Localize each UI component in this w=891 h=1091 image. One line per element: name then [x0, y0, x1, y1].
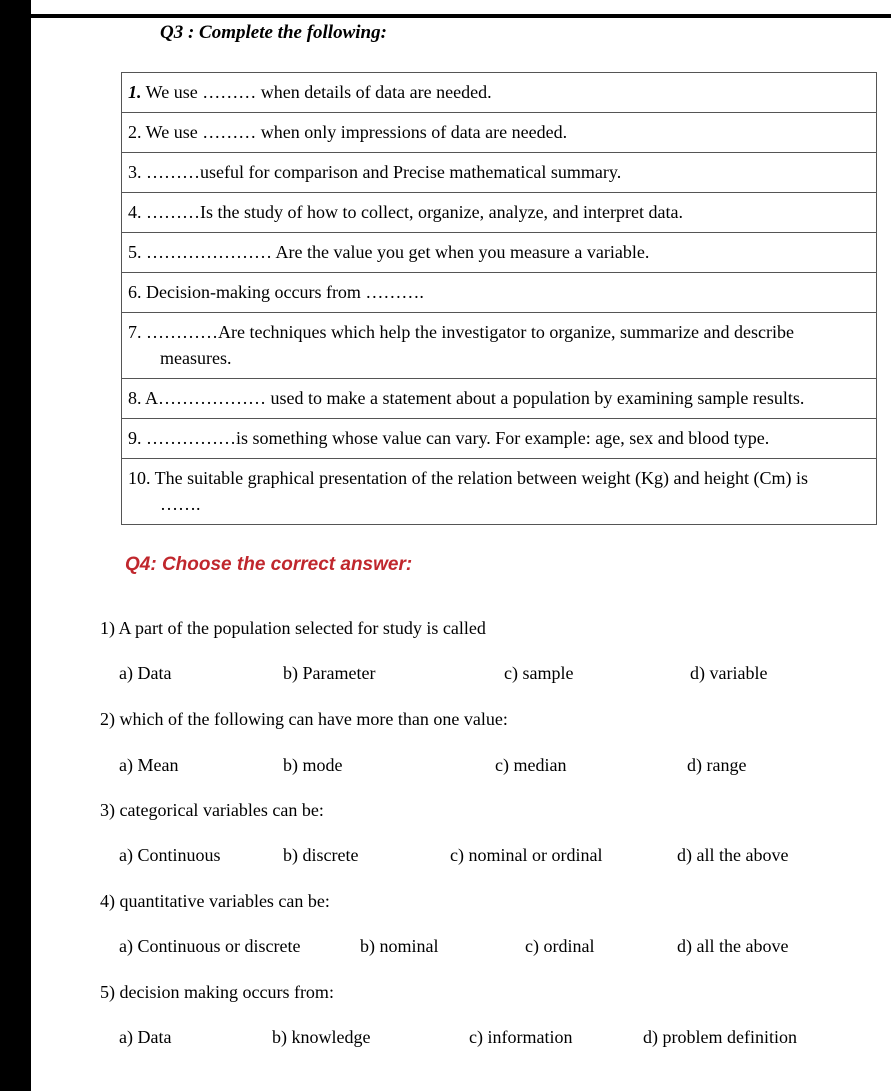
q3-row-number: 3.	[128, 162, 142, 182]
q4-title: Q4: Choose the correct answer:	[125, 554, 413, 575]
q3-row-8	[122, 379, 877, 419]
q4-question-1: 1) A part of the population selected for study is called	[100, 618, 486, 638]
q3-row-text: A……………… used to make a statement about a population by examining sample results.	[141, 388, 805, 408]
q4-question-4: 4) quantitative variables can be:	[100, 891, 330, 911]
q4-q2-option-c: c) median	[495, 755, 567, 775]
q3-row-continuation: measures.	[160, 348, 232, 368]
q4-q5-option-d: d) problem definition	[643, 1027, 797, 1047]
q4-q1-option-a: a) Data	[119, 663, 172, 683]
q4-q5-option-a: a) Data	[119, 1027, 172, 1047]
q4-q1-option-d: d) variable	[690, 663, 768, 683]
q3-row-text: ………………… Are the value you get when you measure a variable.	[141, 242, 650, 262]
q3-row-5	[122, 233, 877, 273]
q3-row-number: 9.	[128, 428, 142, 448]
q4-q3-option-a: a) Continuous	[119, 845, 221, 865]
left-margin-bar	[0, 0, 31, 1091]
q3-row-6	[122, 273, 877, 313]
q3-row-text: The suitable graphical presentation of the relation between weight (Kg) and height (Cm) is	[150, 468, 808, 488]
q3-row-9	[122, 419, 877, 459]
q3-row-number: 4.	[128, 202, 142, 222]
q3-row-text: …………Are techniques which help the investigator to organize, summarize and describe	[141, 322, 794, 342]
q3-row-number: 1.	[128, 82, 142, 102]
q3-row-text: Decision-making occurs from ……….	[141, 282, 424, 302]
q3-row-4	[122, 193, 877, 233]
q4-question-2: 2) which of the following can have more than one value:	[100, 709, 508, 729]
q3-row-text: We use ……… when only impressions of data are needed.	[141, 122, 568, 142]
q4-q5-option-b: b) knowledge	[272, 1027, 371, 1047]
q4-q2-option-a: a) Mean	[119, 755, 179, 775]
q4-question-3: 3) categorical variables can be:	[100, 800, 324, 820]
q3-row-7	[122, 313, 877, 379]
q3-row-text: ………useful for comparison and Precise mathematical summary.	[141, 162, 622, 182]
q4-q1-option-c: c) sample	[504, 663, 574, 683]
q3-row-2	[122, 113, 877, 153]
q4-q5-option-c: c) information	[469, 1027, 573, 1047]
q3-row-10	[122, 459, 877, 525]
q4-q4-option-b: b) nominal	[360, 936, 439, 956]
q4-q3-option-c: c) nominal or ordinal	[450, 845, 603, 865]
q4-q4-option-a: a) Continuous or discrete	[119, 936, 301, 956]
q3-row-number: 5.	[128, 242, 142, 262]
q3-row-text: ……………is something whose value can vary. For example: age, sex and blood type.	[141, 428, 770, 448]
q4-q2-option-b: b) mode	[283, 755, 343, 775]
q3-row-number: 2.	[128, 122, 142, 142]
q3-row-continuation: …….	[160, 494, 201, 514]
q3-table	[121, 72, 877, 525]
q4-q1-option-b: b) Parameter	[283, 663, 376, 683]
q3-row-number: 7.	[128, 322, 142, 342]
q3-row-number: 6.	[128, 282, 142, 302]
q4-q3-option-d: d) all the above	[677, 845, 789, 865]
q4-q2-option-d: d) range	[687, 755, 747, 775]
q4-q4-option-d: d) all the above	[677, 936, 789, 956]
top-rule	[31, 14, 891, 18]
q4-q3-option-b: b) discrete	[283, 845, 359, 865]
q3-row-number: 10.	[128, 468, 151, 488]
q3-row-text: ………Is the study of how to collect, organize, analyze, and interpret data.	[141, 202, 683, 222]
q3-row-number: 8.	[128, 388, 142, 408]
q4-question-5: 5) decision making occurs from:	[100, 982, 334, 1002]
q3-row-1	[122, 73, 877, 113]
q3-row-text: We use ……… when details of data are needed.	[141, 82, 492, 102]
q4-q4-option-c: c) ordinal	[525, 936, 595, 956]
q3-row-3	[122, 153, 877, 193]
q3-title: Q3 : Complete the following:	[160, 22, 387, 43]
